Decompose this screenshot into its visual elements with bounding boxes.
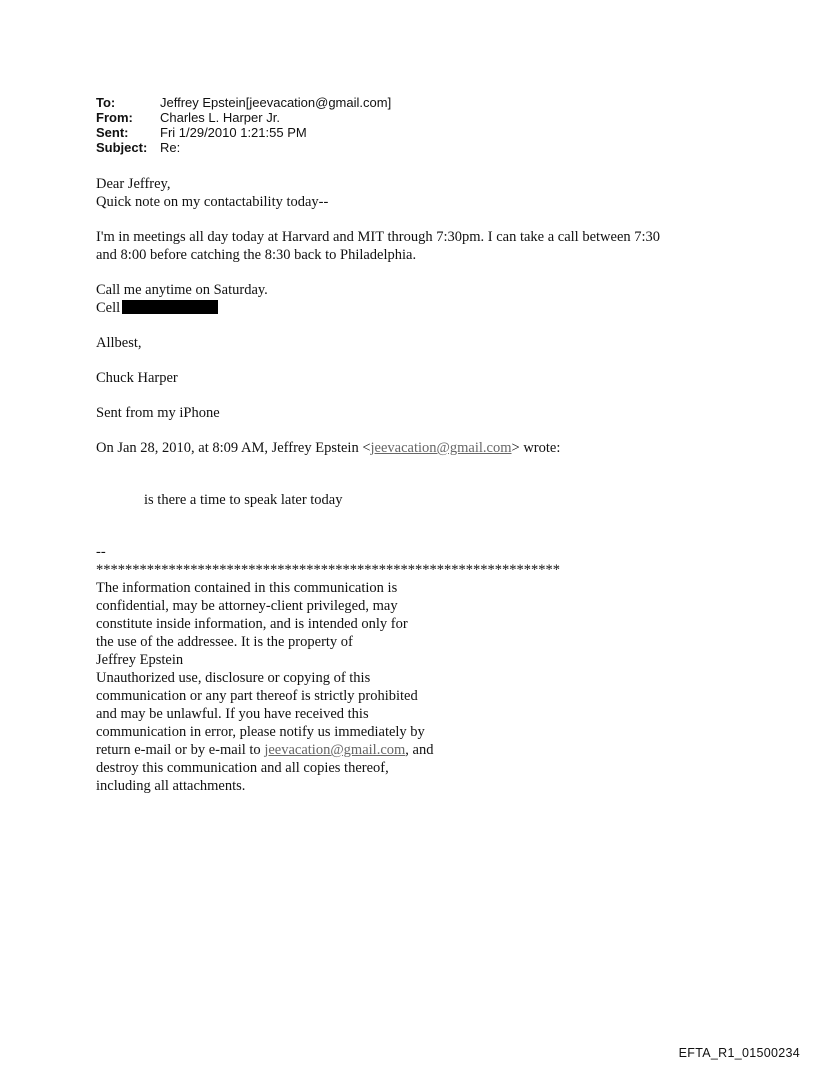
disclaimer	[96, 579, 476, 795]
to-row	[96, 95, 391, 110]
subject-row	[96, 140, 391, 155]
sent-from: Sent from my iPhone	[96, 405, 220, 421]
call-line: Call me anytime on Saturday.	[96, 282, 268, 298]
meetings-line-1: I'm in meetings all day today at Harvard and MIT through 7:30pm. I can take a call between 7:30	[96, 229, 661, 245]
disclaimer-line: communication or any part thereof is strictly prohibited	[96, 688, 418, 704]
disclaimer-return-line	[96, 741, 476, 759]
disclaimer-return-after: , and	[405, 742, 434, 758]
disclaimer-line: destroy this communication and all copies thereof,	[96, 760, 389, 776]
disclaimer-line: including all attachments.	[96, 778, 246, 794]
disclaimer-line: The information contained in this communication is	[96, 580, 398, 596]
from-value: Charles L. Harper Jr.	[160, 110, 280, 125]
quote-intro	[96, 439, 796, 457]
subject-label: Subject:	[96, 140, 148, 155]
signoff: Allbest,	[96, 335, 142, 351]
meetings-line-2: and 8:00 before catching the 8:30 back to Philadelphia.	[96, 247, 417, 263]
sent-label: Sent:	[96, 125, 129, 140]
disclaimer-line: and may be unlawful. If you have received this	[96, 706, 369, 722]
disclaimer-line: communication in error, please notify us immediately by	[96, 724, 425, 740]
redaction-box	[122, 300, 218, 314]
quote-email-link[interactable]: jeevacation@gmail.com	[370, 440, 512, 456]
quote-intro-after: > wrote:	[511, 440, 561, 456]
signature: Chuck Harper	[96, 370, 178, 386]
from-row	[96, 110, 391, 125]
to-value: Jeffrey Epstein[jeevacation@gmail.com]	[160, 95, 392, 110]
sent-value: Fri 1/29/2010 1:21:55 PM	[160, 125, 307, 140]
greeting: Dear Jeffrey,	[96, 176, 171, 192]
email-body	[96, 175, 796, 795]
subject-value: Re:	[160, 140, 181, 155]
stars-divider: ****************************************************************	[96, 562, 560, 578]
quote-intro-before: On Jan 28, 2010, at 8:09 AM, Jeffrey Epstein <	[96, 440, 371, 456]
to-label: To:	[96, 95, 116, 110]
from-label: From:	[96, 110, 133, 125]
quoted-message: is there a time to speak later today	[144, 492, 343, 508]
document-id: EFTA_R1_01500234	[678, 1046, 800, 1060]
cell-line	[96, 299, 796, 317]
disclaimer-line: constitute inside information, and is intended only for	[96, 616, 408, 632]
disclaimer-line: Jeffrey Epstein	[96, 652, 184, 668]
disclaimer-line: confidential, may be attorney-client privileged, may	[96, 598, 398, 614]
cell-label: Cell	[96, 300, 121, 316]
sent-row	[96, 125, 391, 140]
separator: --	[96, 544, 106, 560]
intro-line: Quick note on my contactability today--	[96, 194, 329, 210]
disclaimer-email-link[interactable]: jeevacation@gmail.com	[264, 742, 406, 758]
disclaimer-line: the use of the addressee. It is the property of	[96, 634, 353, 650]
email-header	[96, 95, 391, 155]
disclaimer-return-before: return e-mail or by e-mail to	[96, 742, 265, 758]
disclaimer-line: Unauthorized use, disclosure or copying of this	[96, 670, 371, 686]
